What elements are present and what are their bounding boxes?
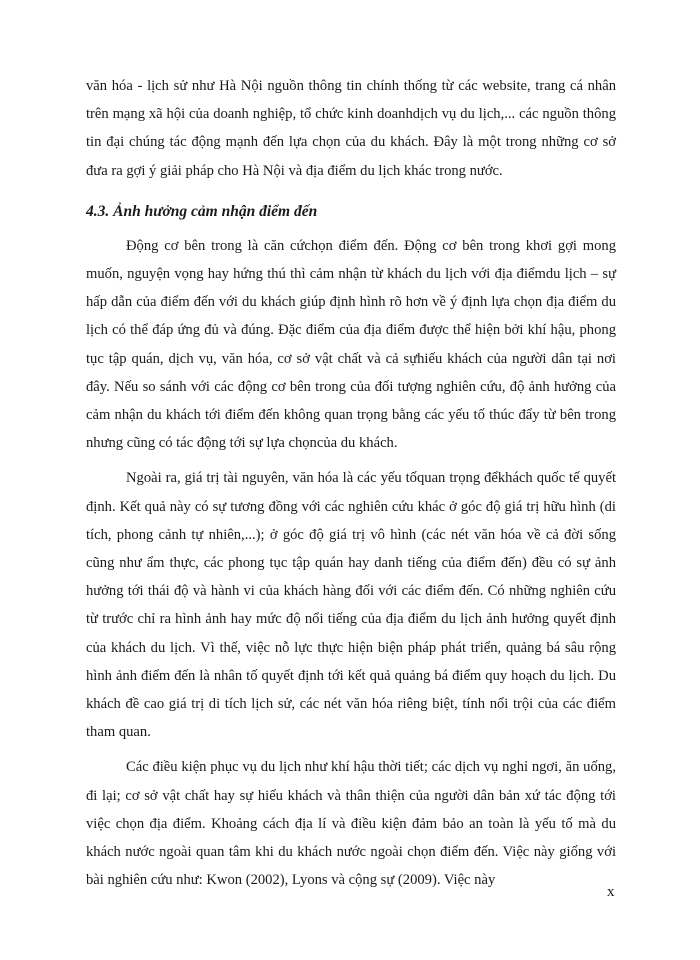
page-number: x (607, 884, 615, 900)
paragraph-internal-motivation: Động cơ bên trong là căn cứchọn điểm đến. Động cơ bên trong khơi gợi mong muốn, nguyện vọng hay hứng thú thì cảm nhận từ khách du lịch với địa điểmdu lịch – sự hấp dẫn của điểm đến với du khách giúp định hình rõ hơn về ý định lựa chọn địa điểm du lịch có thể đáp ứng đủ và đúng. Đặc điểm của địa điểm được thể hiện bởi khí hậu, phong tục tập quán, dịch vụ, văn hóa, cơ sở vật chất và cả sựhiếu khách của người dân tại nơi đây. Nếu so sánh với các động cơ bên trong của đối tượng nghiên cứu, độ ảnh hưởng của cảm nhận du khách tới điểm đến không quan trọng bằng các yếu tố thúc đẩy từ bên trong nhưng cũng có tác động tới sự lựa chọncủa du khách. (86, 237, 616, 452)
section-heading: 4.3. Ảnh hưởng cảm nhận điểm đến (86, 202, 318, 220)
paragraph-intro-continuation: văn hóa - lịch sử như Hà Nội nguồn thông tin chính thống từ các website, trang cá nhân trên mạng xã hội của doanh nghiệp, tổ chức kinh doanhdịch vụ du lịch,... các nguồn thông tin đại chúng tác động mạnh đến lựa chọn của du khách. Đây là một trong những cơ sở đưa ra gợi ý giải pháp cho Hà Nội và địa điểm du lịch khác trong nước. (86, 78, 616, 179)
paragraph-cultural-value: Ngoài ra, giá trị tài nguyên, văn hóa là các yếu tốquan trọng đểkhách quốc tế quyết định. Kết quả này có sự tương đồng với các nghiên cứu khác ở góc độ giá trị hữu hình (di tích, phong cảnh tự nhiên,...); ở góc độ giá trị vô hình (các nét văn hóa về cả đời sống cũng như ẩm thực, các phong tục tập quán hay danh tiếng của điểm đến) đều có sự ảnh hưởng tới thái độ và hành vi của khách hàng đối với các điểm đến. Có những nghiên cứu từ trước chỉ ra hình ảnh hay mức độ nổi tiếng của địa điểm du lịch ảnh hưởng quyết định của khách du lịch. Vì thế, việc nỗ lực thực hiện biện pháp phát triển, quảng bá sâu rộng hình ảnh điểm đến là nhân tố quyết định tới kết quả quảng bá điểm quy hoạch du lịch. Du khách đề cao giá trị di tích lịch sử, các nét văn hóa riêng biệt, tính nổi trội của các điểm tham quan. (86, 470, 616, 741)
paragraph-service-conditions: Các điều kiện phục vụ du lịch như khí hậu thời tiết; các dịch vụ nghỉ ngơi, ăn uống, đi lại; cơ sở vật chất hay sự hiếu khách và thân thiện của người dân bản xứ tác động tới việc chọn địa điểm. Khoảng cách địa lí và điều kiện đảm bảo an toàn là yếu tố mà du khách nước ngoài quan tâm khi du khách nước ngoài chọn điểm đến. Việc này giống với bài nghiên cứu như: Kwon (2002), Lyons và cộng sự (2009). Việc này (86, 759, 616, 889)
page-content (86, 72, 616, 894)
